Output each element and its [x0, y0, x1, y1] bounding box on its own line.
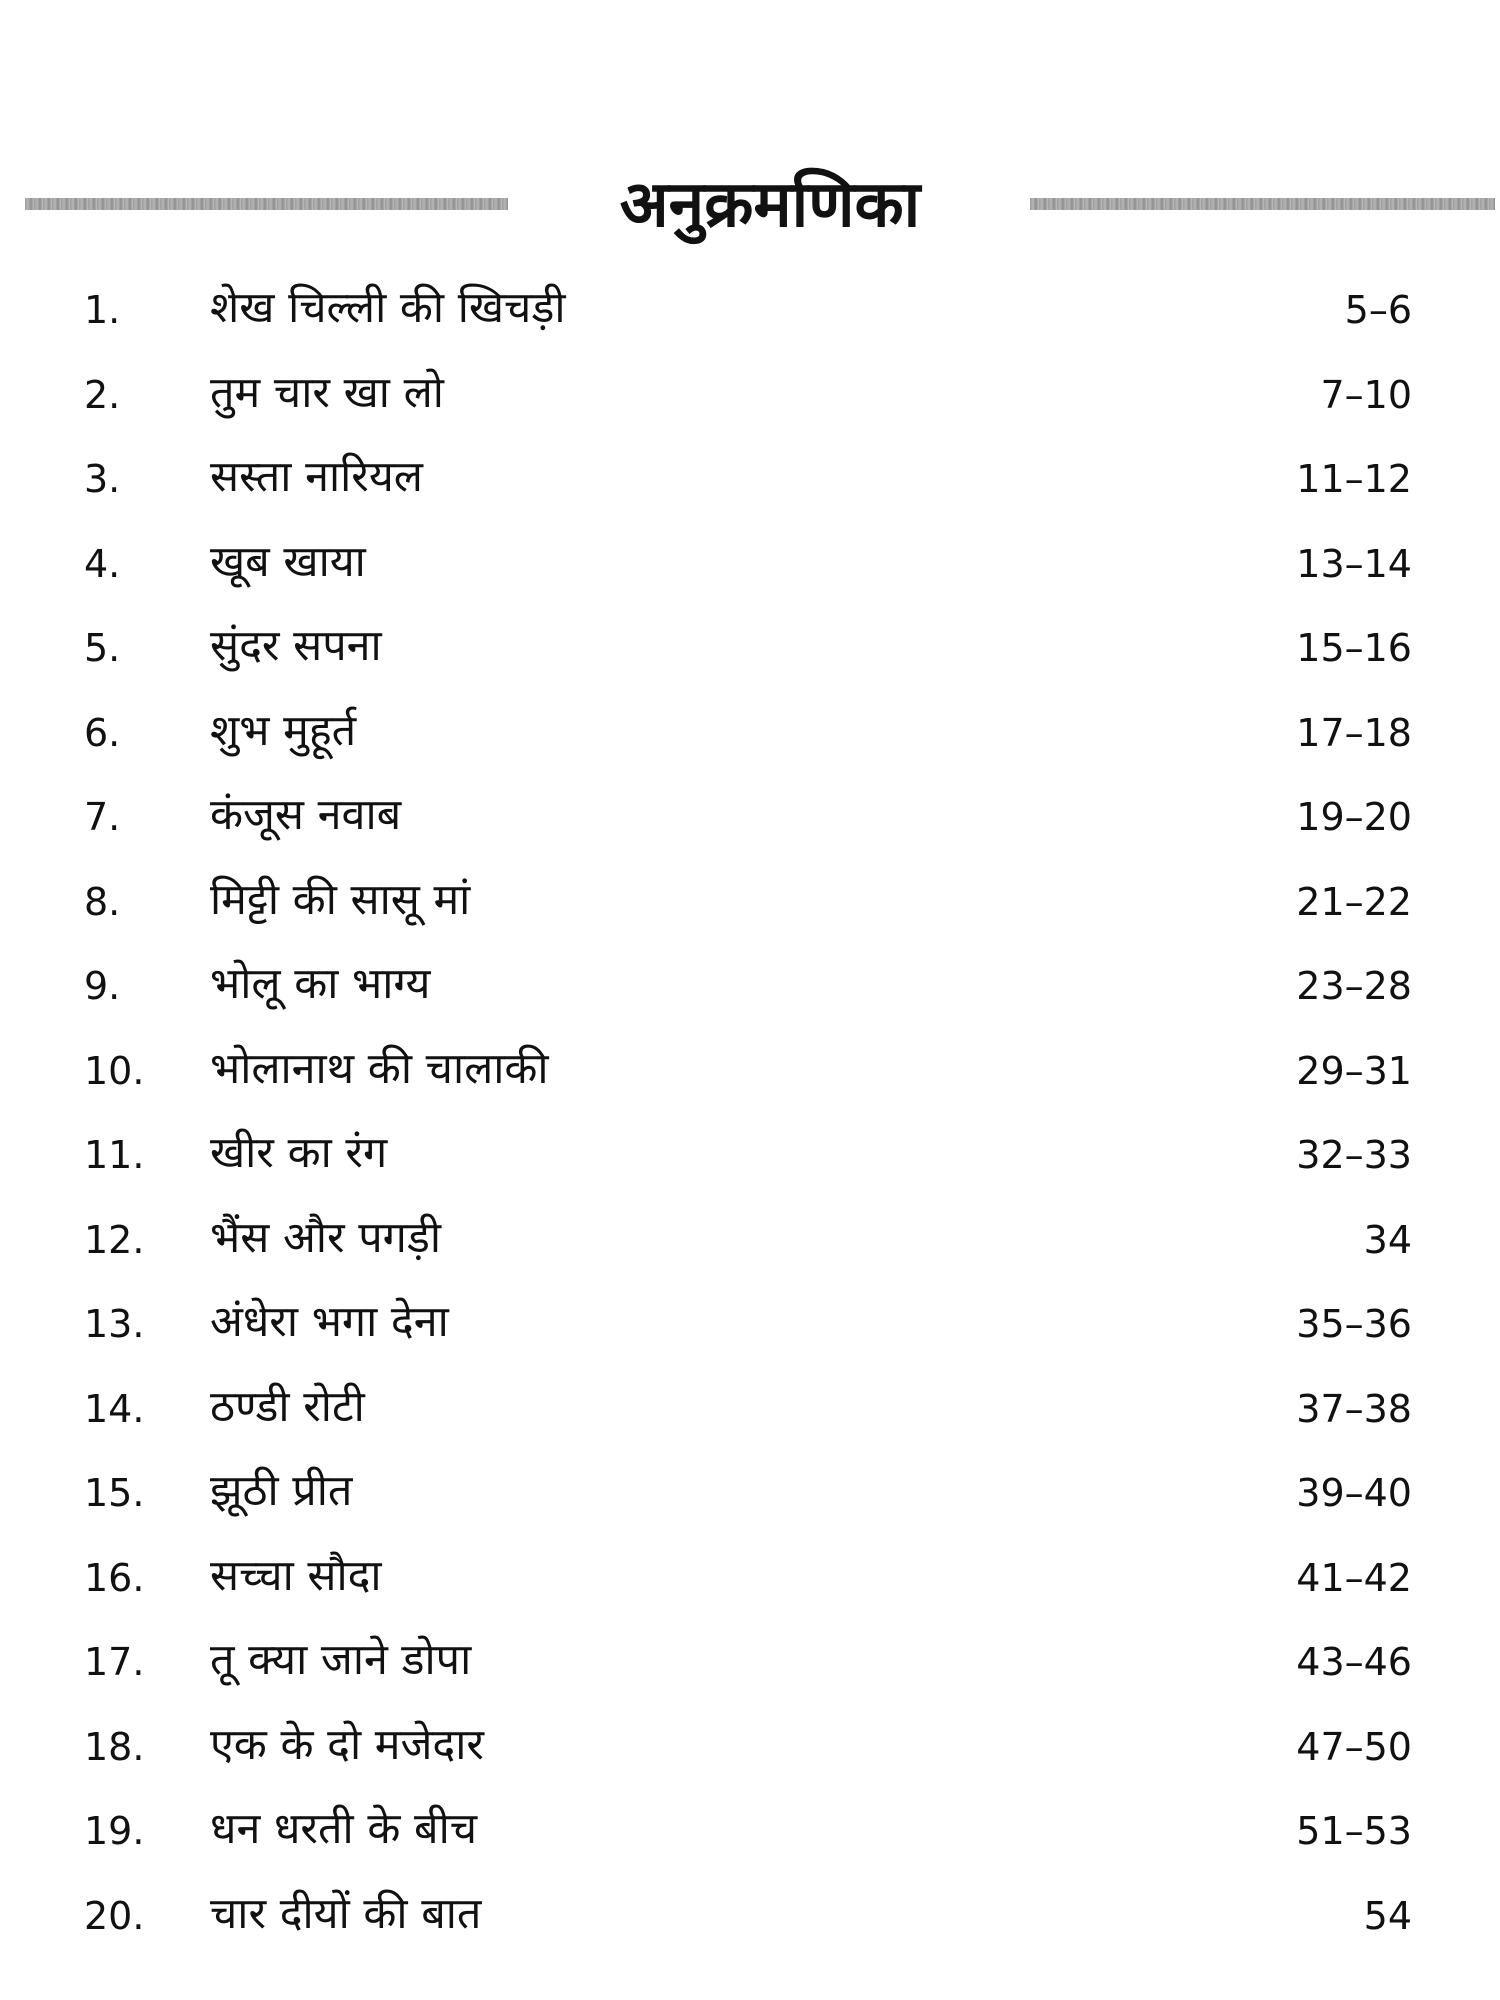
entry-number: 14.	[84, 1386, 145, 1431]
entry-pages: 47–50	[1296, 1724, 1412, 1769]
entry-number: 15.	[84, 1471, 145, 1515]
toc-entry-14	[0, 1367, 1500, 1452]
entry-pages: 39–40	[1296, 1471, 1412, 1515]
entry-number: 8.	[84, 879, 121, 924]
toc-entry-7	[0, 775, 1500, 860]
entry-pages: 29–31	[1296, 1048, 1412, 1093]
toc-entry-4	[0, 522, 1500, 607]
entry-number: 6.	[84, 710, 121, 755]
entry-title: खीर का रंग	[210, 1128, 388, 1178]
entry-pages: 34	[1363, 1217, 1412, 1262]
entry-number: 19.	[84, 1809, 145, 1853]
toc-entry-18	[0, 1705, 1500, 1790]
entry-number: 13.	[84, 1302, 145, 1346]
entry-pages: 43–46	[1296, 1640, 1412, 1684]
heading-row	[0, 150, 1500, 260]
entry-title: धन धरती के बीच	[210, 1804, 478, 1854]
entry-title: सुंदर सपना	[210, 621, 382, 671]
entry-title: शेख चिल्ली की खिचड़ी	[210, 283, 566, 333]
entry-pages: 15–16	[1296, 626, 1412, 670]
toc-entry-15	[0, 1451, 1500, 1536]
entry-number: 7.	[84, 795, 121, 839]
toc-entry-9	[0, 944, 1500, 1029]
entry-pages: 37–38	[1296, 1386, 1412, 1431]
entry-title: सच्चा सौदा	[210, 1550, 382, 1601]
entry-title: खूब खाया	[210, 536, 366, 587]
toc-entry-2	[0, 353, 1500, 438]
entry-title: भोलू का भाग्य	[210, 959, 431, 1009]
toc-entry-16	[0, 1536, 1500, 1621]
toc-list	[0, 268, 1500, 1958]
entry-pages: 19–20	[1296, 795, 1412, 839]
entry-pages: 5–6	[1344, 288, 1412, 332]
entry-title: भोलानाथ की चालाकी	[210, 1043, 549, 1094]
toc-entry-11	[0, 1113, 1500, 1198]
toc-entry-13	[0, 1282, 1500, 1367]
entry-title: भैंस और पगड़ी	[210, 1212, 441, 1263]
entry-number: 12.	[84, 1217, 145, 1262]
toc-entry-12	[0, 1198, 1500, 1283]
toc-entry-10	[0, 1029, 1500, 1114]
entry-number: 1.	[84, 288, 121, 332]
entry-pages: 21–22	[1296, 879, 1412, 924]
entry-pages: 41–42	[1296, 1555, 1412, 1600]
entry-pages: 51–53	[1296, 1809, 1412, 1853]
entry-number: 3.	[84, 457, 121, 501]
entry-pages: 11–12	[1296, 457, 1412, 501]
toc-entry-1	[0, 268, 1500, 353]
toc-entry-6	[0, 691, 1500, 776]
entry-title: तू क्या जाने डोपा	[210, 1635, 472, 1685]
entry-pages: 7–10	[1320, 372, 1412, 417]
entry-pages: 54	[1363, 1893, 1412, 1938]
entry-number: 20.	[84, 1893, 145, 1938]
entry-title: अंधेरा भगा देना	[210, 1297, 449, 1347]
entry-title: चार दीयों की बात	[210, 1888, 482, 1939]
entry-title: कंजूस नवाब	[210, 790, 402, 840]
entry-number: 4.	[84, 541, 121, 586]
toc-entry-5	[0, 606, 1500, 691]
entry-number: 5.	[84, 626, 121, 670]
toc-entry-8	[0, 860, 1500, 945]
entry-number: 17.	[84, 1640, 145, 1684]
entry-title: तुम चार खा लो	[210, 367, 444, 418]
entry-title: मिट्टी की सासू मां	[210, 874, 471, 925]
toc-entry-17	[0, 1620, 1500, 1705]
entry-pages: 32–33	[1296, 1133, 1412, 1177]
entry-title: शुभ मुहूर्त	[210, 705, 357, 756]
entry-title: एक के दो मजेदार	[210, 1719, 484, 1770]
entry-number: 2.	[84, 372, 121, 417]
entry-number: 16.	[84, 1555, 145, 1600]
heading-rule-right	[1030, 198, 1495, 210]
entry-number: 11.	[84, 1133, 145, 1177]
entry-number: 9.	[84, 964, 121, 1008]
heading-rule-left	[25, 198, 508, 210]
entry-pages: 23–28	[1296, 964, 1412, 1008]
entry-number: 10.	[84, 1048, 145, 1093]
toc-entry-19	[0, 1789, 1500, 1874]
entry-title: ठण्डी रोटी	[210, 1381, 365, 1432]
entry-number: 18.	[84, 1724, 145, 1769]
entry-title: झूठी प्रीत	[210, 1466, 353, 1516]
toc-entry-3	[0, 437, 1500, 522]
toc-entry-20	[0, 1874, 1500, 1959]
entry-title: सस्ता नारियल	[210, 452, 423, 502]
entry-pages: 35–36	[1296, 1302, 1412, 1346]
entry-pages: 17–18	[1296, 710, 1412, 755]
entry-pages: 13–14	[1296, 541, 1412, 586]
page-title: अनुक्रमणिका	[619, 168, 921, 242]
